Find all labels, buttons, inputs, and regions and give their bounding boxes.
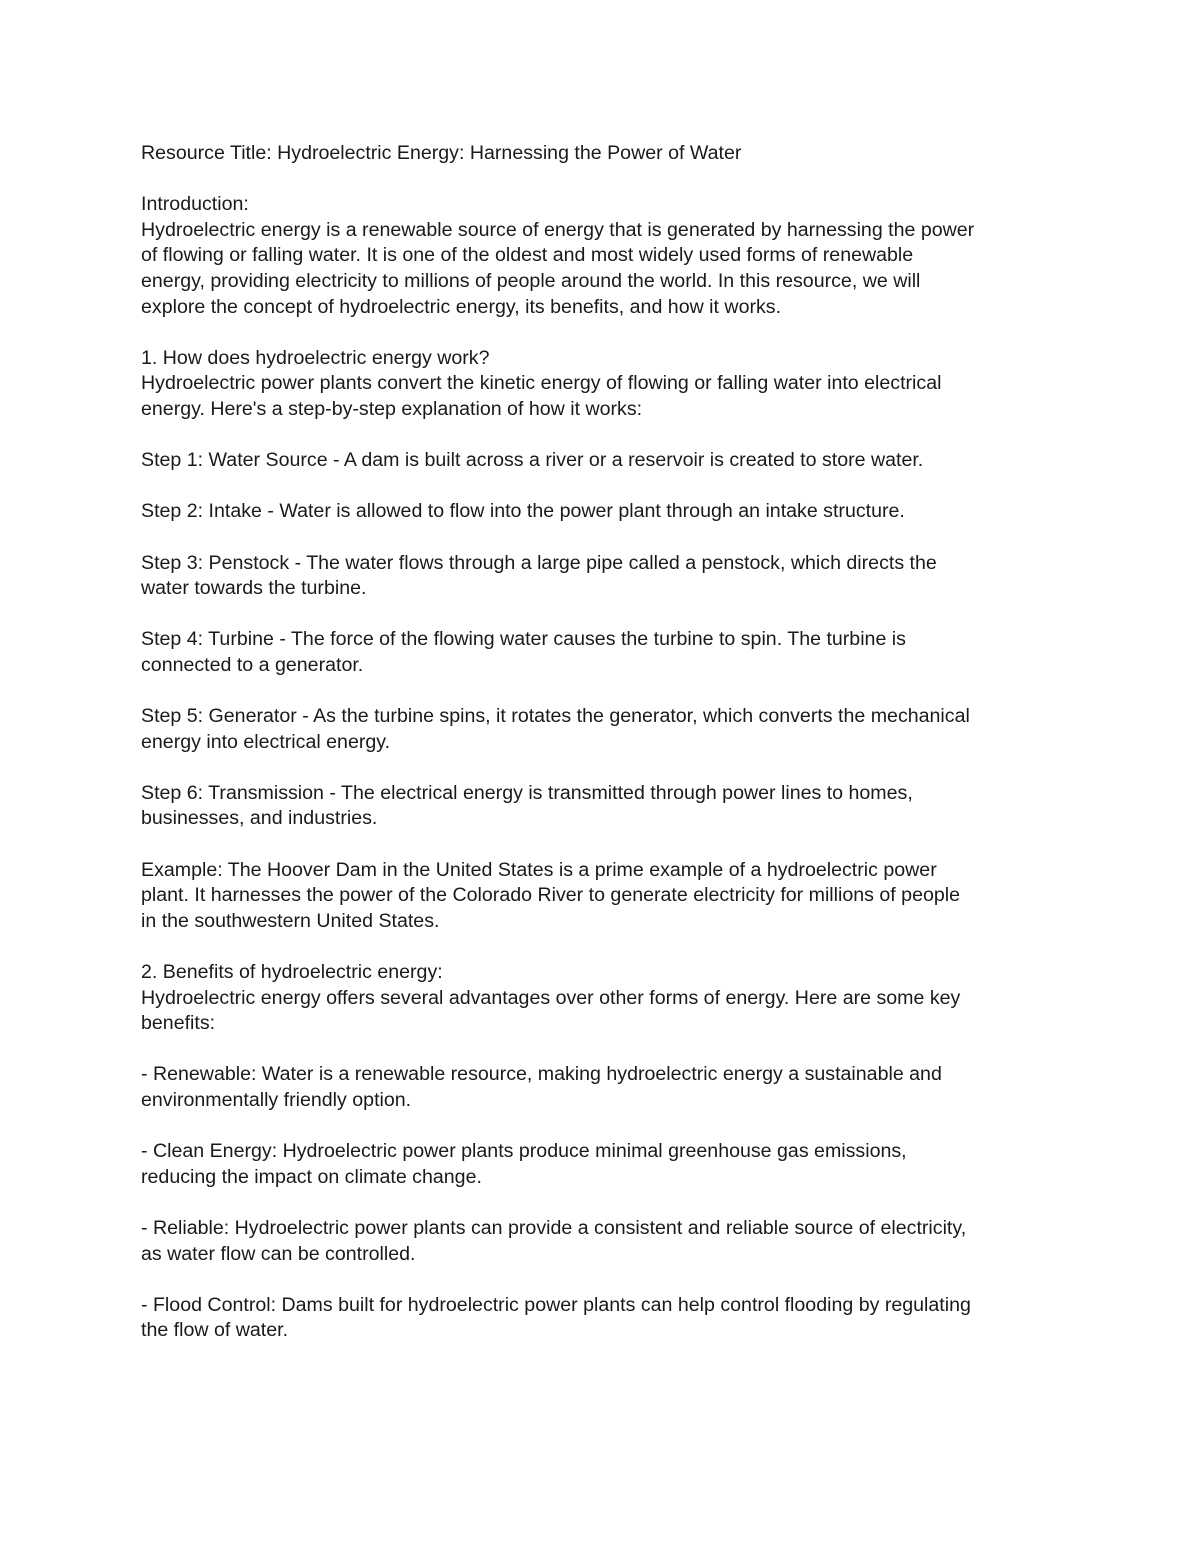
step-4-line: Step 4: Turbine - The force of the flowing water causes the turbine to spin. The turbine is — [141, 628, 906, 651]
spacer — [141, 167, 1071, 193]
spacer — [141, 755, 1071, 781]
section1-line: Hydroelectric power plants convert the kinetic energy of flowing or falling water into electrical — [141, 372, 942, 395]
step-1-line: Step 1: Water Source - A dam is built across a river or a reservoir is created to store water. — [141, 449, 924, 472]
benefit-reliable-line: as water flow can be controlled. — [141, 1242, 416, 1265]
spacer — [141, 525, 1071, 551]
step-2-line: Step 2: Intake - Water is allowed to flow into the power plant through an intake structure. — [141, 500, 905, 523]
spacer — [141, 423, 1071, 449]
benefit-renewable-line: environmentally friendly option. — [141, 1088, 412, 1111]
spacer — [141, 678, 1071, 704]
section1-line: energy. Here's a step-by-step explanation of how it works: — [141, 397, 643, 420]
step-5-line: Step 5: Generator - As the turbine spins, it rotates the generator, which converts the mechanical — [141, 705, 970, 728]
document-page — [141, 141, 1071, 1344]
benefit-renewable-line: - Renewable: Water is a renewable resource, making hydroelectric energy a sustainable and — [141, 1063, 942, 1086]
section2-heading: 2. Benefits of hydroelectric energy: — [141, 961, 443, 983]
spacer — [141, 474, 1071, 500]
step-5-line: energy into electrical energy. — [141, 730, 391, 753]
spacer — [141, 832, 1071, 858]
spacer — [141, 1114, 1071, 1140]
benefit-clean-energy-line: reducing the impact on climate change. — [141, 1165, 482, 1188]
intro-heading: Introduction: — [141, 193, 249, 216]
benefit-reliable-line: - Reliable: Hydroelectric power plants can provide a consistent and reliable source of electricity, — [141, 1216, 967, 1239]
intro-line: of flowing or falling water. It is one of the oldest and most widely used forms of renewable — [141, 244, 914, 267]
step-6-line: businesses, and industries. — [141, 807, 378, 830]
spacer — [141, 1267, 1071, 1293]
example-line: Example: The Hoover Dam in the United States is a prime example of a hydroelectric power — [141, 858, 937, 881]
spacer — [141, 934, 1071, 960]
spacer — [141, 320, 1071, 346]
benefit-flood-control-line: - Flood Control: Dams built for hydroelectric power plants can help control flooding by regulating — [141, 1293, 971, 1316]
resource-title: Resource Title: Hydroelectric Energy: Harnessing the Power of Water — [141, 142, 742, 164]
spacer — [141, 1037, 1071, 1063]
spacer — [141, 1190, 1071, 1216]
intro-line: energy, providing electricity to millions of people around the world. In this resource, we will — [141, 269, 921, 292]
benefit-flood-control-line: the flow of water. — [141, 1319, 289, 1342]
section2-line: benefits: — [141, 1012, 216, 1035]
example-line: plant. It harnesses the power of the Colorado River to generate electricity for millions of people — [141, 884, 961, 907]
section2-line: Hydroelectric energy offers several advantages over other forms of energy. Here are some key — [141, 986, 961, 1009]
benefit-clean-energy-line: - Clean Energy: Hydroelectric power plants produce minimal greenhouse gas emissions, — [141, 1140, 907, 1163]
step-3-line: water towards the turbine. — [141, 577, 367, 600]
step-6-line: Step 6: Transmission - The electrical energy is transmitted through power lines to homes, — [141, 781, 913, 804]
example-line: in the southwestern United States. — [141, 909, 440, 932]
intro-line: explore the concept of hydroelectric energy, its benefits, and how it works. — [141, 295, 782, 318]
section1-heading: 1. How does hydroelectric energy work? — [141, 346, 490, 369]
step-3-line: Step 3: Penstock - The water flows through a large pipe called a penstock, which directs the — [141, 551, 937, 574]
spacer — [141, 602, 1071, 628]
intro-line: Hydroelectric energy is a renewable source of energy that is generated by harnessing the power — [141, 218, 975, 241]
step-4-line: connected to a generator. — [141, 653, 364, 676]
